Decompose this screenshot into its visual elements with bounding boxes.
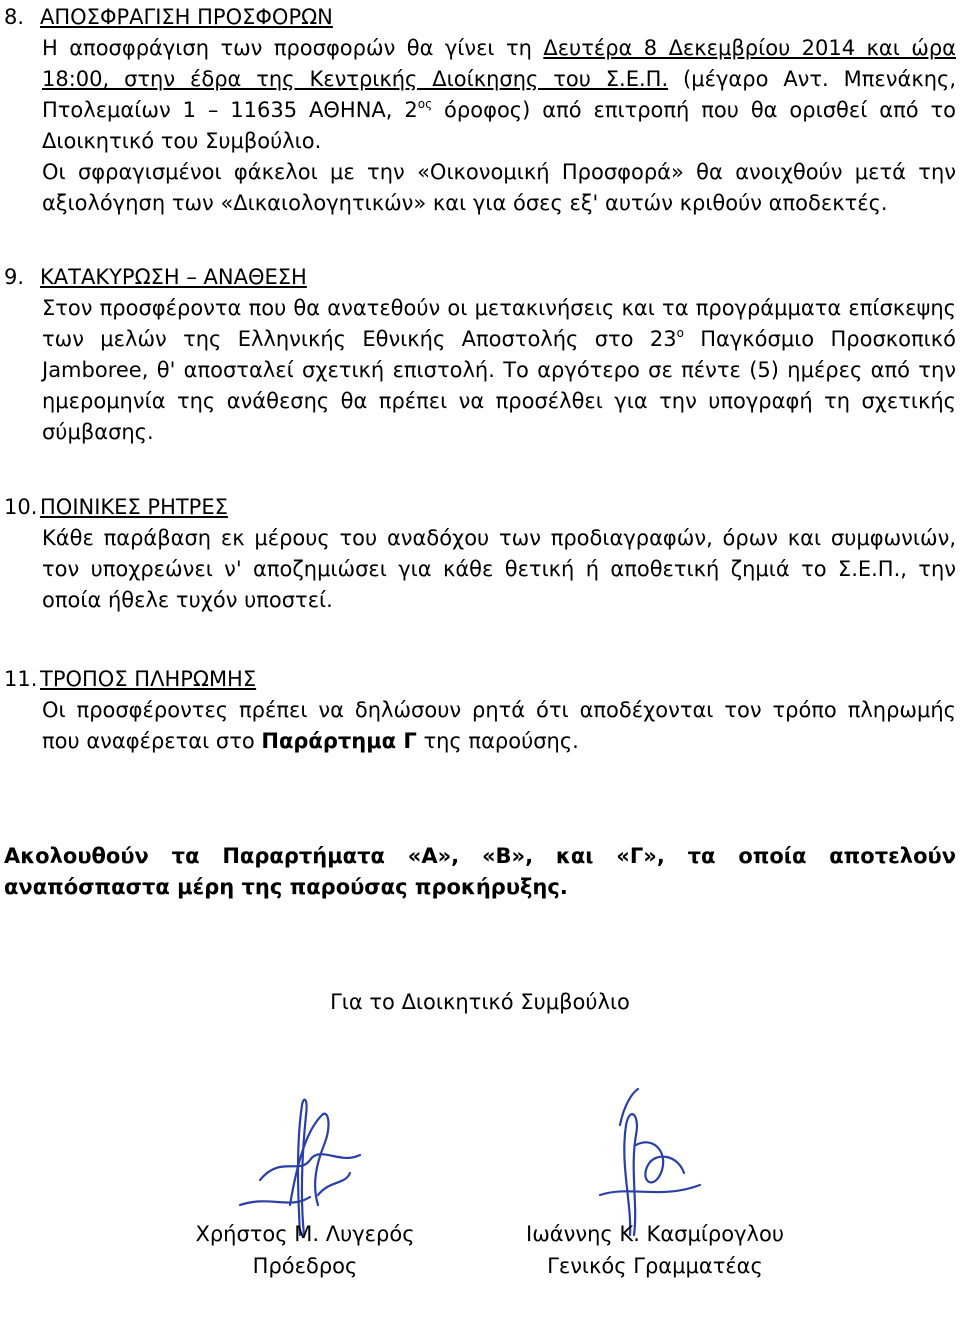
- section-heading: [4, 2, 956, 33]
- section-paragraph: [4, 293, 956, 448]
- section-number: 9.: [4, 265, 25, 289]
- section-8: [4, 2, 956, 219]
- section-number: 11.: [4, 667, 38, 691]
- text-run: Στον προσφέροντα που θα ανατεθούν οι μετακινήσεις και τα προγράμματα επίσκεψης των μελών της Ελληνικής Εθνικής Αποστολής στο 23: [42, 296, 956, 351]
- closing-statement: Ακολουθούν τα Παραρτήματα «Α», «Β», και «Γ», τα οποία αποτελούν αναπόσπαστα μέρη της παρούσας προκήρυξης.: [4, 844, 956, 899]
- signatory-role: Γενικός Γραμματέας: [547, 1254, 763, 1278]
- section-paragraph: [4, 695, 956, 757]
- section-heading: [4, 262, 956, 293]
- text-run: Η αποσφράγιση των προσφορών θα γίνει τη: [42, 36, 544, 60]
- signatory-secretary: [510, 1219, 800, 1283]
- section-number: 8.: [4, 5, 25, 29]
- section-number: 10.: [4, 495, 38, 519]
- section-paragraph: Οι σφραγισμένοι φάκελοι με την «Οικονομική Προσφορά» θα ανοιχθούν μετά την αξιολόγηση των «Δικαιολογητικών» και για όσες εξ' αυτών κριθούν αποδεκτές.: [42, 160, 956, 215]
- annex-reference: Παράρτημα Γ: [261, 729, 417, 753]
- text-run: της παρούσης.: [416, 729, 579, 753]
- section-11: [4, 664, 956, 757]
- section-10: [4, 492, 956, 616]
- section-title: ΚΑΤΑΚΥΡΩΣΗ – ΑΝΑΘΕΣΗ: [40, 265, 307, 289]
- text-run: όροφος) από επιτροπή που θα ορισθεί από το Διοικητικό του Συμβούλιο.: [42, 98, 956, 153]
- text-run: (μέγαρο Αντ. Μπενάκης, Πτολεμαίων 1 – 11635 ΑΘΗΝΑ, 2: [42, 67, 957, 122]
- section-paragraph: Κάθε παράβαση εκ μέρους του αναδόχου των προδιαγραφών, όρων και συμφωνιών, τον υποχρεώνει ν' αποζημιώσει για κάθε θετική ή αποθετική ζημιά το Σ.Ε.Π., την οποία ήθελε τυχόν υποστεί.: [42, 526, 956, 612]
- section-heading: [4, 664, 956, 695]
- section-heading: [4, 492, 956, 523]
- section-title: ΤΡΟΠΟΣ ΠΛΗΡΩΜΗΣ: [40, 667, 257, 691]
- signatory-president: [170, 1219, 440, 1283]
- date-location-underlined: Δευτέρα 8 Δεκεμβρίου 2014 και ώρα 18:00, στην έδρα της Κεντρικής Διοίκησης του Σ.Ε.Π.: [42, 36, 956, 91]
- section-paragraph: [4, 33, 956, 157]
- section-title: ΠΟΙΝΙΚΕΣ ΡΗΤΡΕΣ: [40, 495, 228, 519]
- section-9: [4, 262, 956, 448]
- signatory-role: Πρόεδρος: [252, 1254, 358, 1278]
- for-board-line: Για το Διοικητικό Συμβούλιο: [330, 990, 630, 1014]
- signatory-name: Χρήστος Μ. Λυγερός: [195, 1222, 415, 1246]
- text-run: Παγκόσμιο Προσκοπικό Jamboree, θ' αποσταλεί σχετική επιστολή. Το αργότερο σε πέντε (5) ημέρες από την ημερομηνία της ανάθεσης θα πρέπει να προσέλθει για την υπογραφή τη σχετικής σύμβασης.: [42, 327, 956, 444]
- ordinal-superscript: ο: [676, 326, 684, 340]
- ordinal-superscript: ος: [417, 97, 433, 111]
- signatory-name: Ιωάννης Κ. Κασμίρογλου: [526, 1222, 784, 1246]
- text-run: Οι προσφέροντες πρέπει να δηλώσουν ρητά ότι αποδέχονται τον τρόπο πληρωμής που αναφέρεται στο: [42, 698, 956, 753]
- section-title: ΑΠΟΣΦΡΑΓΙΣΗ ΠΡΟΣΦΟΡΩΝ: [40, 5, 333, 29]
